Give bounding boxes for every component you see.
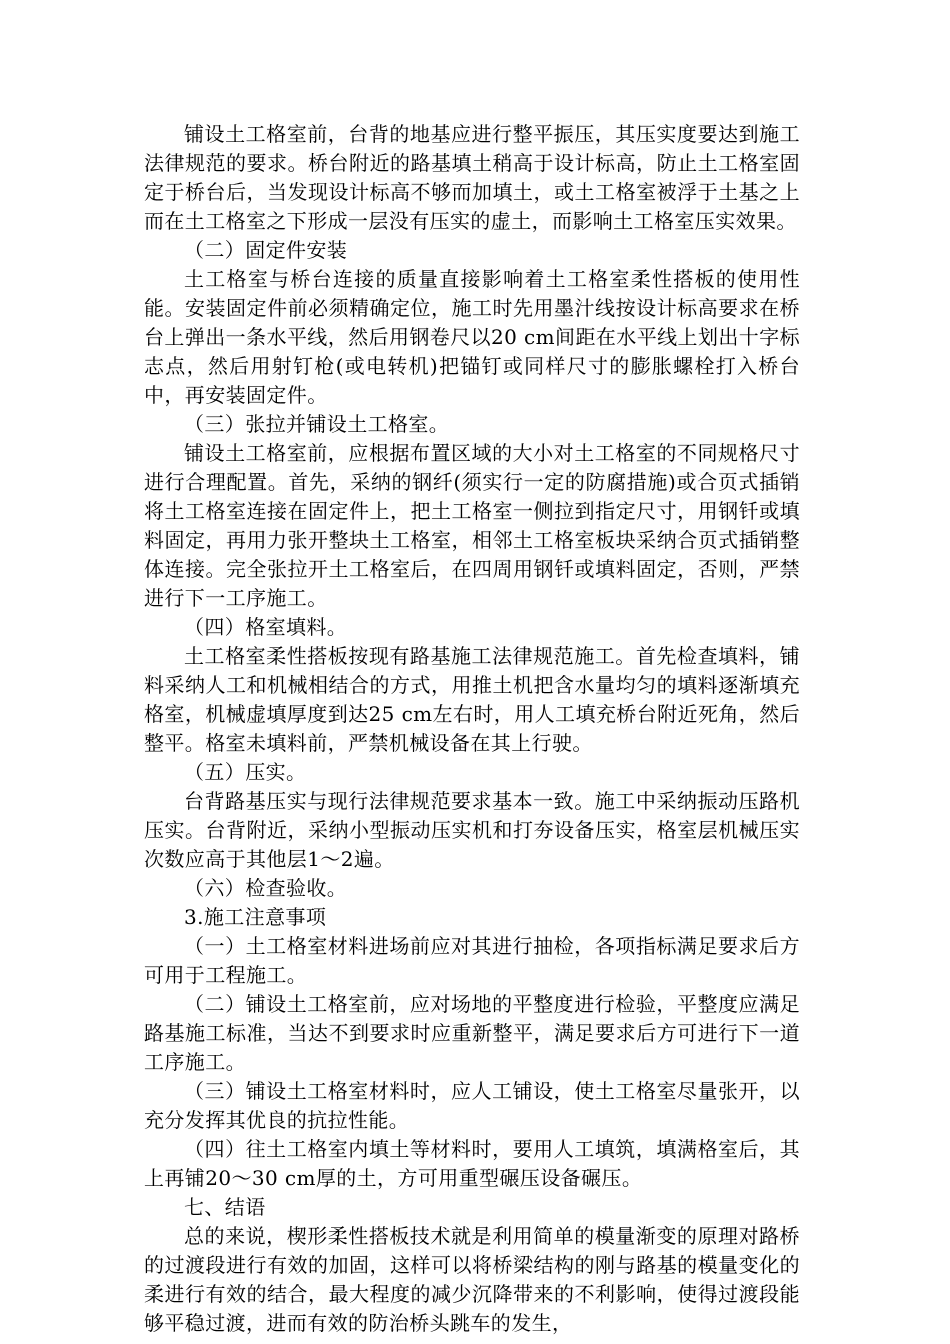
paragraph-compaction: 台背路基压实与现行法律规范要求基本一致。施工中采纳振动压路机压实。台背附近，采纳小型振动压实机和打夯设备压实，格室层机械压实次数应高于其他层1～2遍。 — [144, 789, 800, 871]
paragraph-tension-and-lay: 铺设土工格室前，应根据布置区域的大小对土工格室的不同规格尺寸进行合理配置。首先，采纳的钢纤(须实行一定的防腐措施)或合页式插销将土工格室连接在固定件上，把土工格室一侧拉到指定尺寸，用钢钎或填料固定，再用力张开整块土工格室，相邻土工格室板块采纳合页式插销整体连接。完全张拉开土工格室后，在四周用钢钎或填料固定，否则，严禁进行下一工序施工。 — [144, 441, 800, 610]
paragraph-precaution-1: （一）土工格室材料进场前应对其进行抽检，各项指标满足要求后方可用于工程施工。 — [144, 934, 800, 987]
heading-compaction: （五）压实。 — [184, 760, 307, 784]
paragraph-precaution-4: （四）往土工格室内填土等材料时，要用人工填筑，填满格室后，其上再铺20～30 cm厚的土，方可用重型碾压设备碾压。 — [144, 1137, 800, 1190]
paragraph-geocell-preparation: 铺设土工格室前，台背的地基应进行整平振压，其压实度要达到施工法律规范的要求。桥台附近的路基填土稍高于设计标高，防止土工格室固定于桥台后，当发现设计标高不够而加填土，或土工格室被浮于土基之上而在土工格室之下形成一层没有压实的虚土，而影响土工格室压实效果。 — [144, 122, 800, 233]
paragraph-cell-filling: 土工格室柔性搭板按现有路基施工法律规范施工。首先检查填料，铺料采纳人工和机械相结合的方式，用推土机把含水量均匀的填料逐渐填充格室，机械虚填厚度到达25 cm左右时，用人工填充桥台附近死角，然后整平。格室未填料前，严禁机械设备在其上行驶。 — [144, 644, 800, 755]
paragraph-fixture-installation: 土工格室与桥台连接的质量直接影响着土工格室柔性搭板的使用性能。安装固定件前必须精确定位，施工时先用墨汁线按设计标高要求在桥台上弹出一条水平线，然后用钢卷尺以20 cm间距在水平线上划出十字标志点，然后用射钉枪(或电转机)把锚钉或同样尺寸的膨胀螺栓打入桥台中，再安装固定件。 — [144, 267, 800, 407]
paragraph-precaution-2: （二）铺设土工格室前，应对场地的平整度进行检验，平整度应满足路基施工标准，当达不到要求时应重新整平，满足要求后方可进行下一道工序施工。 — [144, 992, 800, 1074]
paragraph-precaution-3: （三）铺设土工格室材料时，应人工铺设，使土工格室尽量张开，以充分发挥其优良的抗拉性能。 — [144, 1079, 800, 1132]
heading-cell-filling: （四）格室填料。 — [184, 615, 348, 639]
heading-fixture-installation: （二）固定件安装 — [184, 238, 348, 262]
paragraph-conclusion: 总的来说，楔形柔性搭板技术就是利用简单的模量渐变的原理对路桥的过渡段进行有效的加固，这样可以将桥梁结构的刚与路基的模量变化的柔进行有效的结合，最大程度的减少沉降带来的不利影响，使得过渡段能够平稳过渡，进而有效的防治桥头跳车的发生， — [144, 1224, 800, 1335]
heading-conclusion: 七、结语 — [184, 1195, 266, 1219]
heading-tension-and-lay: （三）张拉并铺设土工格室。 — [184, 412, 450, 436]
document-body — [144, 120, 800, 1338]
heading-inspection: （六）检查验收。 — [184, 876, 348, 900]
heading-precautions: 3.施工注意事项 — [184, 905, 327, 929]
